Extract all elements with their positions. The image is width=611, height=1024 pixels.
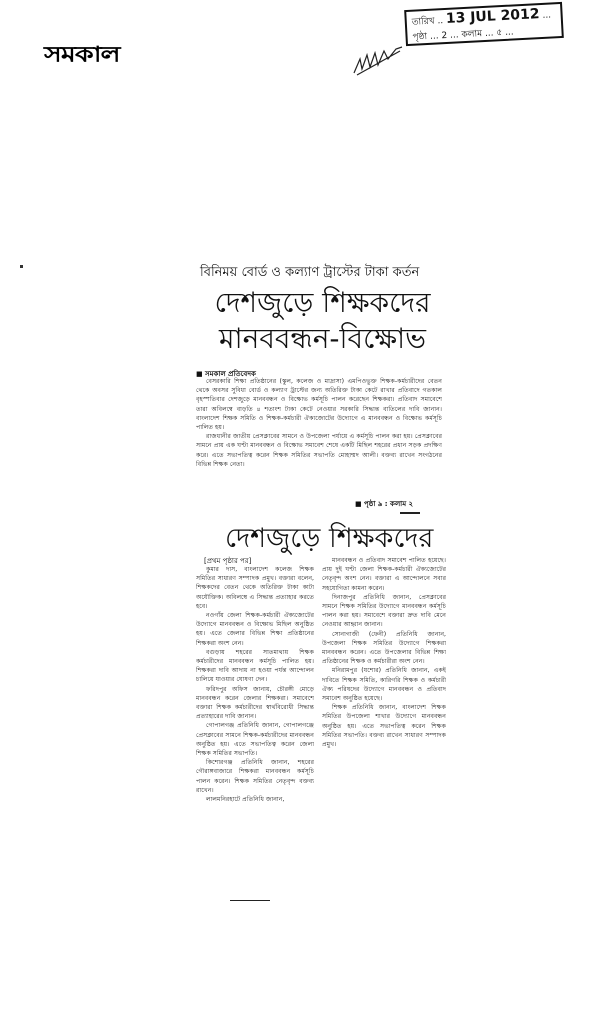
paragraph: শিক্ষক প্রতিনিধি জানান, বাংলাদেশ শিক্ষক সমিতির উপজেলা শাখার উদ্যোগে মানববন্ধন অনুষ্ঠিত হয়। এতে সভাপতিত্ব করেন শিক্ষক সমিতির সভাপতি। বক্তব্য রাখেন সাধারণ সম্পাদক প্রমুখ।	[322, 704, 446, 749]
stamp-date-label: তারিখ	[411, 16, 435, 28]
paragraph: কুমার দাস, বাংলাদেশ কলেজ শিক্ষক সমিতির সাধারণ সম্পাদক প্রমুখ। বক্তারা বলেন, শিক্ষকদের বেতন থেকে অতিরিক্ত টাকা কাটা অযৌক্তিক। অবিলম্বে এ সিদ্ধান্ত প্রত্যাহার করতে হবে।	[196, 566, 314, 610]
stamp-page: 2	[441, 30, 448, 42]
article-headline-line2: মানববন্ধন-বিক্ষোভ	[218, 322, 427, 355]
stamp-column: ৫	[496, 28, 503, 39]
continuation-from: [প্রথম পৃষ্ঠার পর]	[204, 557, 252, 565]
paragraph: মানববন্ধন ও প্রতিবাদ সমাবেশ পালিত হয়েছে। প্রায় দুই ঘণ্টা জেলা শিক্ষক-কর্মচারী ঐক্যজোটের নেতৃবৃন্দ অংশ নেন। বক্তারা এ আন্দোলনে সবার সহযোগিতা কামনা করেন।	[322, 557, 446, 592]
paragraph: সোনাগাজী (ফেনী) প্রতিনিধি জানান, উপজেলা শিক্ষক সমিতির উদ্যোগে শিক্ষকরা মানববন্ধন করেন। এতে উপজেলার বিভিন্ন শিক্ষা প্রতিষ্ঠানের শিক্ষক ও কর্মচারীরা অংশ নেন।	[322, 630, 446, 666]
paragraph: বগুড়ায় শহরের সাতমাথায় শিক্ষক কর্মচারীদের মানববন্ধন কর্মসূচি পালিত হয়। শিক্ষকরা দাবি আদায় না হওয়া পর্যন্ত আন্দোলন চালিয়ে যাওয়ার ঘোষণা দেন।	[196, 648, 314, 684]
signature-scribble-icon	[352, 45, 407, 80]
article-byline: ■ সমকাল প্রতিবেদক	[196, 370, 256, 378]
paragraph: মনিরামপুর (যশোর) প্রতিনিধি জানান, একই দাবিতে শিক্ষক সমিতি, কারিগরি শিক্ষক ও কর্মচারী ঐক্য পরিষদের উদ্যোগে মানববন্ধন ও প্রতিবাদ সমাবেশ অনুষ্ঠিত হয়েছে।	[322, 667, 446, 703]
paragraph: গোপালগঞ্জ প্রতিনিধি জানান, গোপালগঞ্জে প্রেসক্লাবের সামনে শিক্ষক-কর্মচারীদের মানববন্ধন অনুষ্ঠিত হয়। এতে সভাপতিত্ব করেন জেলা শিক্ষক সমিতির সভাপতি।	[196, 722, 314, 758]
divider	[400, 512, 420, 514]
article-intro	[196, 377, 442, 497]
article-kicker: বিনিময় বোর্ড ও কল্যাণ ট্রাস্টের টাকা কর্তন	[200, 265, 420, 280]
paragraph: লালমনিরহাটে প্রতিনিধি জানান,	[206, 796, 285, 804]
paragraph: নওগাঁয় জেলা শিক্ষক-কর্মচারী ঐক্যজোটের উদ্যোগে মানববন্ধন ও বিক্ষোভ মিছিল অনুষ্ঠিত হয়। এতে জেলার বিভিন্ন শিক্ষা প্রতিষ্ঠানের শিক্ষকরা অংশ নেন।	[196, 612, 314, 647]
continuation-headline: দেশজুড়ে শিক্ষকদের	[225, 523, 434, 554]
newspaper-masthead: সমকাল	[44, 42, 120, 68]
article-headline-line1: দেশজুড়ে শিক্ষকদের	[214, 286, 431, 319]
article-column-2	[322, 556, 446, 886]
scan-speck	[20, 265, 23, 268]
paragraph: বেসরকারি শিক্ষা প্রতিষ্ঠানের (স্কুল, কলেজ ও মাদ্রাসা) এমপিওভুক্ত শিক্ষক-কর্মচারীদের বেতন থেকে অবসর সুবিধা বোর্ড ও কল্যাণ ট্রাস্টের জন্য অতিরিক্ত টাকা কেটে রাখার প্রতিবাদে গতকাল বৃহস্পতিবার দেশজুড়ে মানববন্ধন ও বিক্ষোভ কর্মসূচি পালন করেছেন শিক্ষকরা। প্রতিবাদ সমাবেশে তারা অবিলম্বে বাড়তি ৪ শতাংশ টাকা কেটে নেওয়ার সরকারি সিদ্ধান্ত বাতিলের দাবি জানান। বাংলাদেশ শিক্ষক সমিতি ও শিক্ষক-কর্মচারী ঐক্যজোটের উদ্যোগে এ মানববন্ধন ও বিক্ষোভ কর্মসূচি পালিত হয়।	[196, 378, 442, 432]
stamp-date: 13 JUL 2012	[445, 6, 540, 27]
stamp-page-row: পৃষ্ঠা ... 2 ... কলাম ... ৫ ...	[412, 27, 514, 43]
paragraph: রাজধানীর জাতীয় প্রেসক্লাবের সামনে ও উপজেলা পর্যায়ে এ কর্মসূচি পালন করা হয়। প্রেসক্লাবের সামনে প্রায় এক ঘণ্টা মানববন্ধন ও বিক্ষোভ সমাবেশ শেষে একটি মিছিল শহরের প্রধান সড়ক প্রদক্ষিণ করে। এতে সভাপতিত্ব করেন শিক্ষক সমিতির সভাপতি মোহাম্মদ আলী। বক্তব্য রাখেন সংগঠনের বিভিন্ন শিক্ষক নেতা।	[196, 433, 442, 468]
end-rule	[230, 900, 270, 901]
paragraph: ফরিদপুর অফিস জানায়, চৌরঙ্গী মোড়ে মানববন্ধন করেন জেলার শিক্ষকরা। সমাবেশে বক্তারা শিক্ষক কর্মচারীদের স্বার্থবিরোধী সিদ্ধান্ত প্রত্যাহারের দাবি জানান।	[196, 685, 314, 721]
stamp-page-label: পৃষ্ঠা	[412, 31, 428, 43]
clipping-stamp	[404, 2, 564, 46]
stamp-date-row: তারিখ .. 13 JUL 2012 ...	[411, 6, 552, 28]
article-column-1	[196, 565, 314, 887]
paragraph: কিশোরগঞ্জ প্রতিনিধি জানান, শহরের গৌরাঙ্গবাজারে শিক্ষকরা মানববন্ধন কর্মসূচি পালন করেন। শিক্ষক সমিতির নেতৃবৃন্দ বক্তব্য রাখেন।	[196, 759, 314, 794]
paragraph: দিনাজপুর প্রতিনিধি জানান, প্রেসক্লাবের সামনে শিক্ষক সমিতির উদ্যোগে মানববন্ধন কর্মসূচি পালন করা হয়। সমাবেশে বক্তারা দ্রুত দাবি মেনে নেওয়ার আহ্বান জানান।	[322, 593, 446, 629]
continued-note: ■ পৃষ্ঠা ৯ : কলাম ২	[355, 500, 414, 508]
stamp-column-label: কলাম	[461, 29, 483, 41]
